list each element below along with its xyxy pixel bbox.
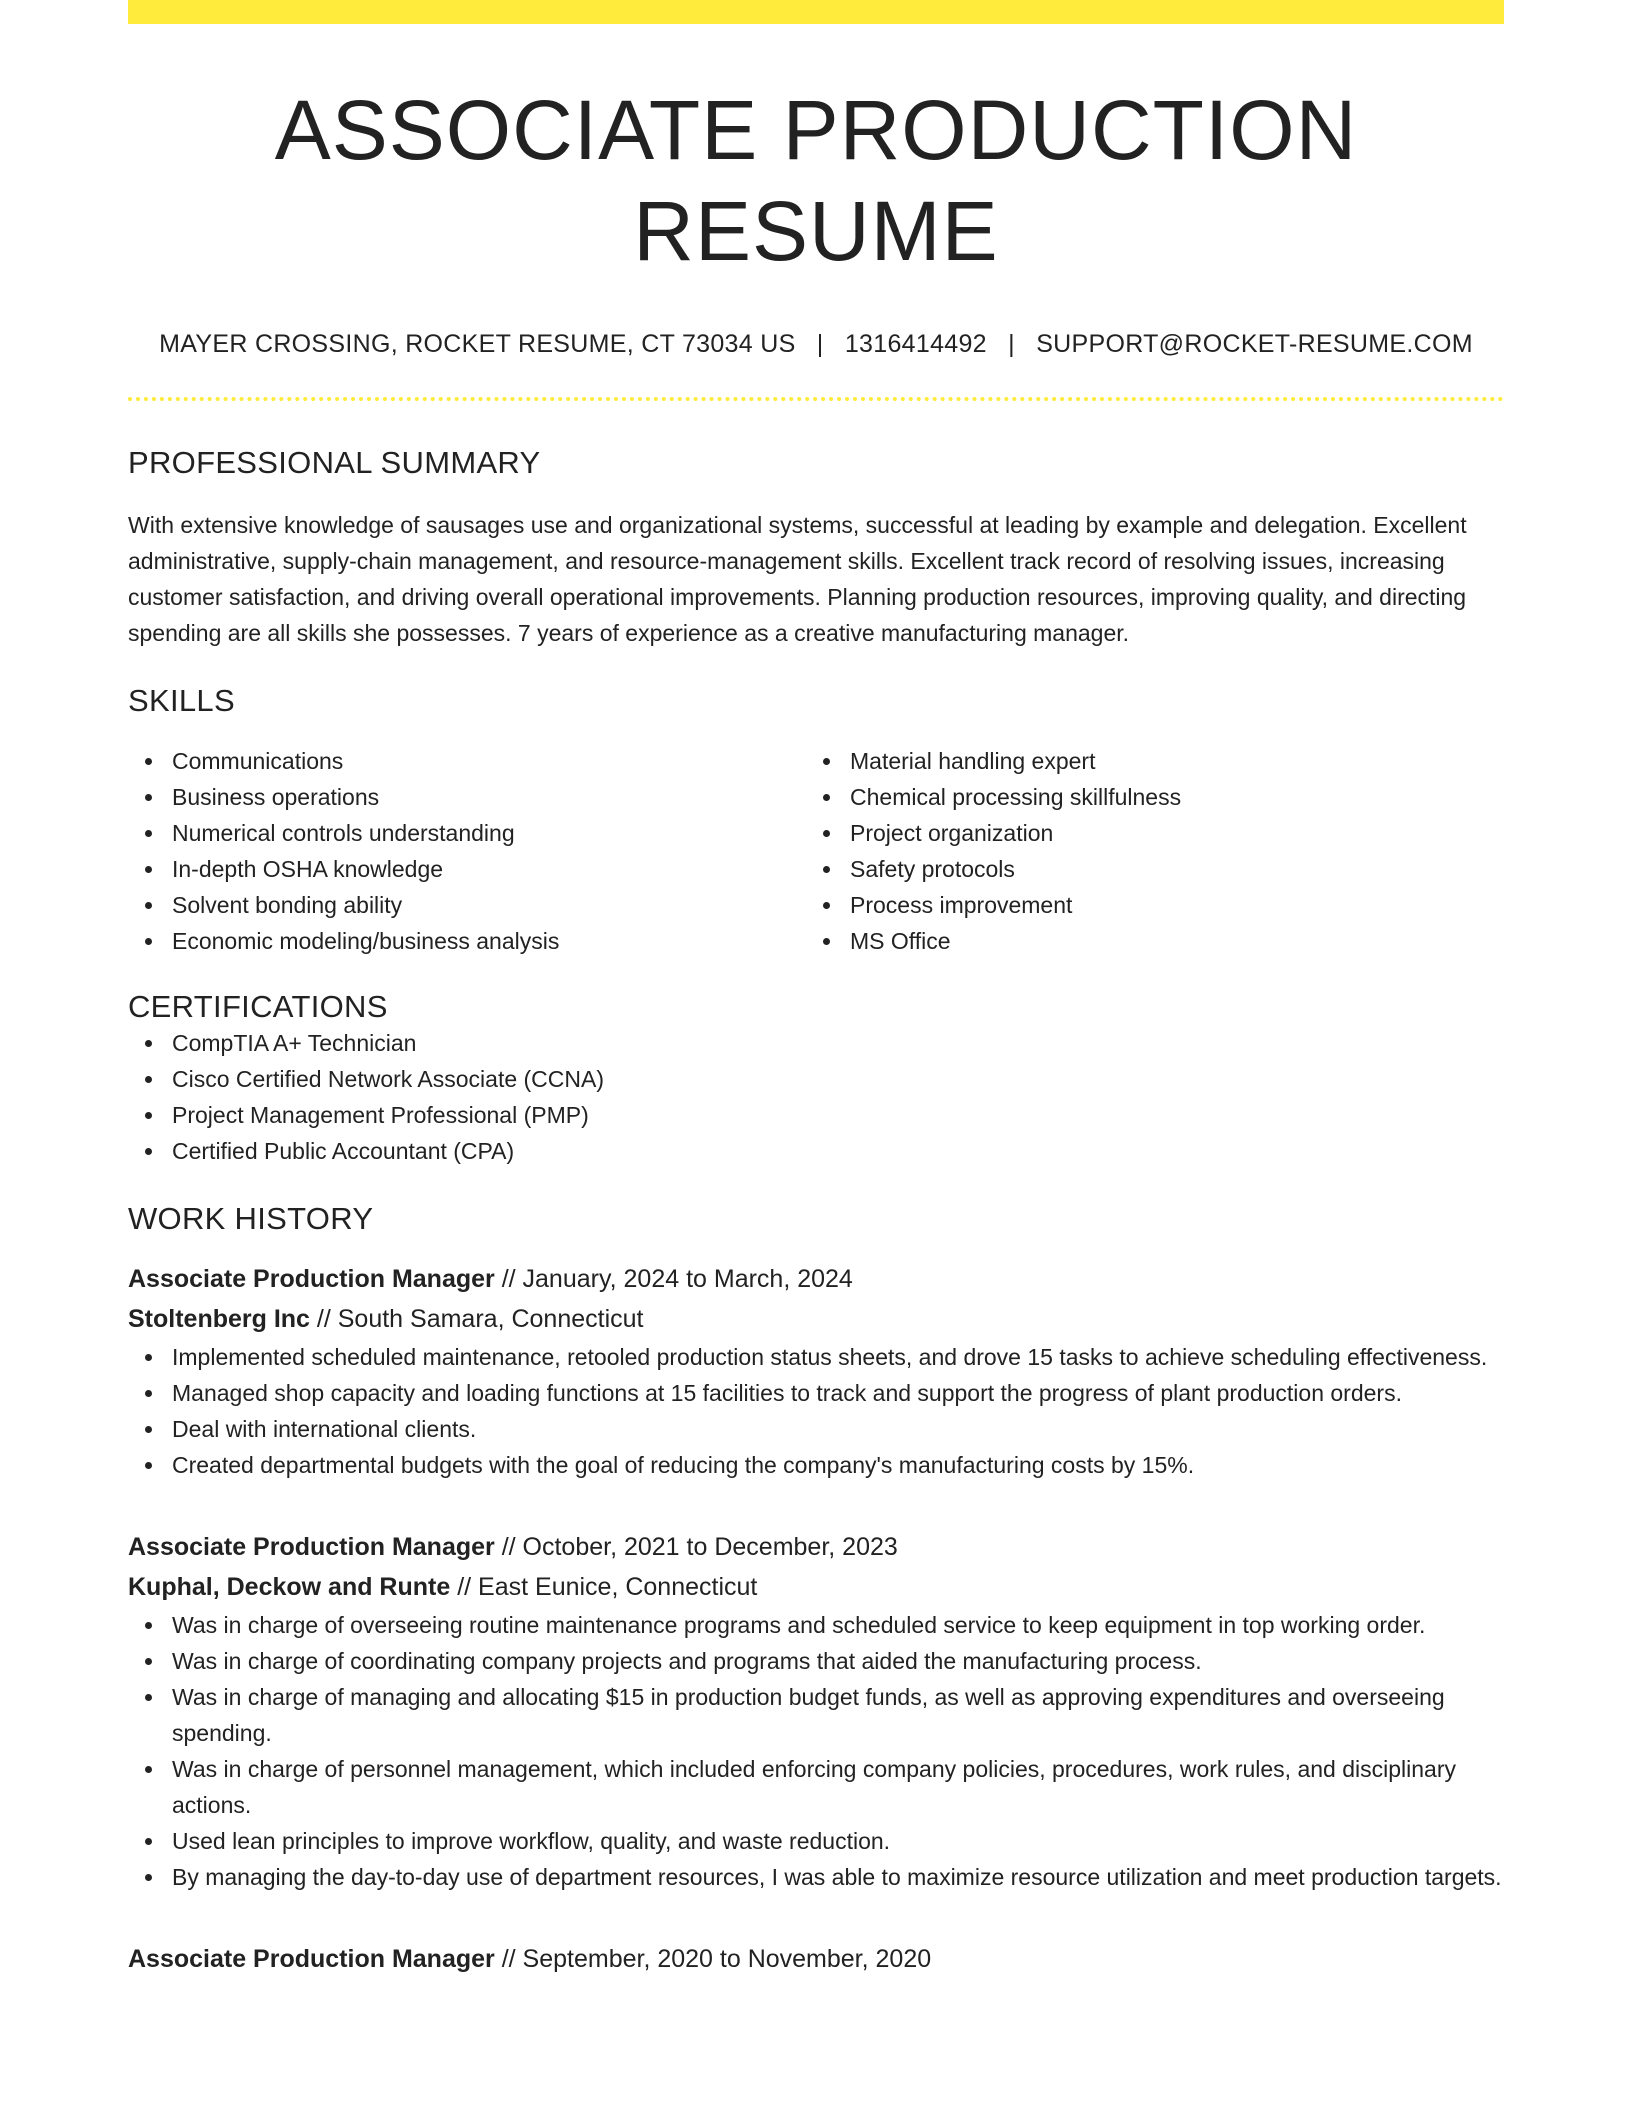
skill-item: Project organization (850, 815, 1484, 851)
job-dates: // September, 2020 to November, 2020 (494, 1944, 932, 1973)
skill-item: Chemical processing skillfulness (850, 779, 1484, 815)
skill-item: Safety protocols (850, 851, 1484, 887)
job-company-line (128, 1299, 1504, 1339)
skill-item: Material handling expert (850, 743, 1484, 779)
skill-item: Economic modeling/business analysis (172, 923, 806, 959)
resume-title: ASSOCIATE PRODUCTION RESUME (274, 83, 1358, 278)
job-duty-item: By managing the day-to-day use of department resources, I was able to maximize resource utilization and meet production targets. (172, 1859, 1504, 1895)
job-duty-item: Was in charge of coordinating company projects and programs that aided the manufacturing process. (172, 1643, 1504, 1679)
skills-column-left (128, 743, 806, 959)
section-title-summary: PROFESSIONAL SUMMARY (128, 444, 541, 480)
job-duty-item: Managed shop capacity and loading functions at 15 facilities to track and support the progress of plant production orders. (172, 1375, 1504, 1411)
header-divider (128, 397, 1504, 401)
job-duty-item: Was in charge of managing and allocating $15 in production budget funds, as well as approving expenditures and overseeing spending. (172, 1679, 1504, 1751)
skills-column-right (806, 743, 1484, 959)
job-duty-item: Used lean principles to improve workflow, quality, and waste reduction. (172, 1823, 1504, 1859)
job-entry (128, 1527, 1504, 1895)
resume-page (128, 0, 1504, 1979)
job-dates: // October, 2021 to December, 2023 (494, 1532, 898, 1561)
job-location: // East Eunice, Connecticut (450, 1572, 758, 1601)
job-company: Stoltenberg Inc (128, 1304, 310, 1333)
job-entry (128, 1939, 1504, 1979)
skill-item: In-depth OSHA knowledge (172, 851, 806, 887)
job-duties-list (128, 1607, 1504, 1895)
contact-email[interactable]: SUPPORT@ROCKET-RESUME.COM (1036, 329, 1473, 358)
job-duty-item: Implemented scheduled maintenance, retooled production status sheets, and drove 15 tasks to achieve scheduling effectiveness. (172, 1339, 1504, 1375)
job-company: Kuphal, Deckow and Runte (128, 1572, 451, 1601)
skill-item: MS Office (850, 923, 1484, 959)
contact-line (128, 330, 1504, 359)
skills-list-left (128, 743, 806, 959)
job-dates: // January, 2024 to March, 2024 (494, 1264, 853, 1293)
skill-item: Solvent bonding ability (172, 887, 806, 923)
certification-item: Cisco Certified Network Associate (CCNA) (172, 1061, 1504, 1097)
job-role-line (128, 1527, 1504, 1567)
job-role: Associate Production Manager (128, 1264, 495, 1293)
job-location: // South Samara, Connecticut (309, 1304, 644, 1333)
accent-top-bar (128, 0, 1504, 24)
job-duty-item: Was in charge of overseeing routine maintenance programs and scheduled service to keep equipment in top working order. (172, 1607, 1504, 1643)
job-entry (128, 1259, 1504, 1483)
job-company-line (128, 1567, 1504, 1607)
certification-item: CompTIA A+ Technician (172, 1025, 1504, 1061)
job-duty-item: Created departmental budgets with the goal of reducing the company's manufacturing costs by 15%. (172, 1447, 1504, 1483)
certification-item: Project Management Professional (PMP) (172, 1097, 1504, 1133)
section-title-certifications: CERTIFICATIONS (128, 988, 388, 1024)
skills-list-right (806, 743, 1484, 959)
certification-item: Certified Public Accountant (CPA) (172, 1133, 1504, 1169)
job-role-line (128, 1939, 1504, 1979)
contact-address: MAYER CROSSING, ROCKET RESUME, CT 73034 US (159, 329, 796, 358)
skill-item: Business operations (172, 779, 806, 815)
contact-separator: | (1008, 329, 1015, 358)
skill-item: Communications (172, 743, 806, 779)
skill-item: Numerical controls understanding (172, 815, 806, 851)
contact-separator: | (816, 329, 824, 358)
skill-item: Process improvement (850, 887, 1484, 923)
contact-phone[interactable]: 1316414492 (844, 329, 987, 358)
certifications-list (128, 1025, 1504, 1169)
job-duty-item: Was in charge of personnel management, which included enforcing company policies, procedures, work rules, and disciplinary actions. (172, 1751, 1504, 1823)
job-duties-list (128, 1339, 1504, 1483)
section-title-skills: SKILLS (128, 682, 235, 718)
work-history-list (128, 1259, 1504, 1979)
skills-columns (128, 743, 1504, 959)
summary-text: With extensive knowledge of sausages use and organizational systems, successful at leading by example and delegation. Excellent administrative, supply-chain management, and resource-management skills. Excellent track record of resolving issues, increasing customer satisfaction, and driving overall operational improvements. Planning production resources, improving quality, and directing spending are all skills she possesses. 7 years of experience as a creative manufacturing manager. (128, 511, 1467, 646)
section-title-work-history: WORK HISTORY (128, 1200, 374, 1236)
job-role: Associate Production Manager (128, 1532, 495, 1561)
job-duty-item: Deal with international clients. (172, 1411, 1504, 1447)
job-role-line (128, 1259, 1504, 1299)
job-role: Associate Production Manager (128, 1944, 495, 1973)
